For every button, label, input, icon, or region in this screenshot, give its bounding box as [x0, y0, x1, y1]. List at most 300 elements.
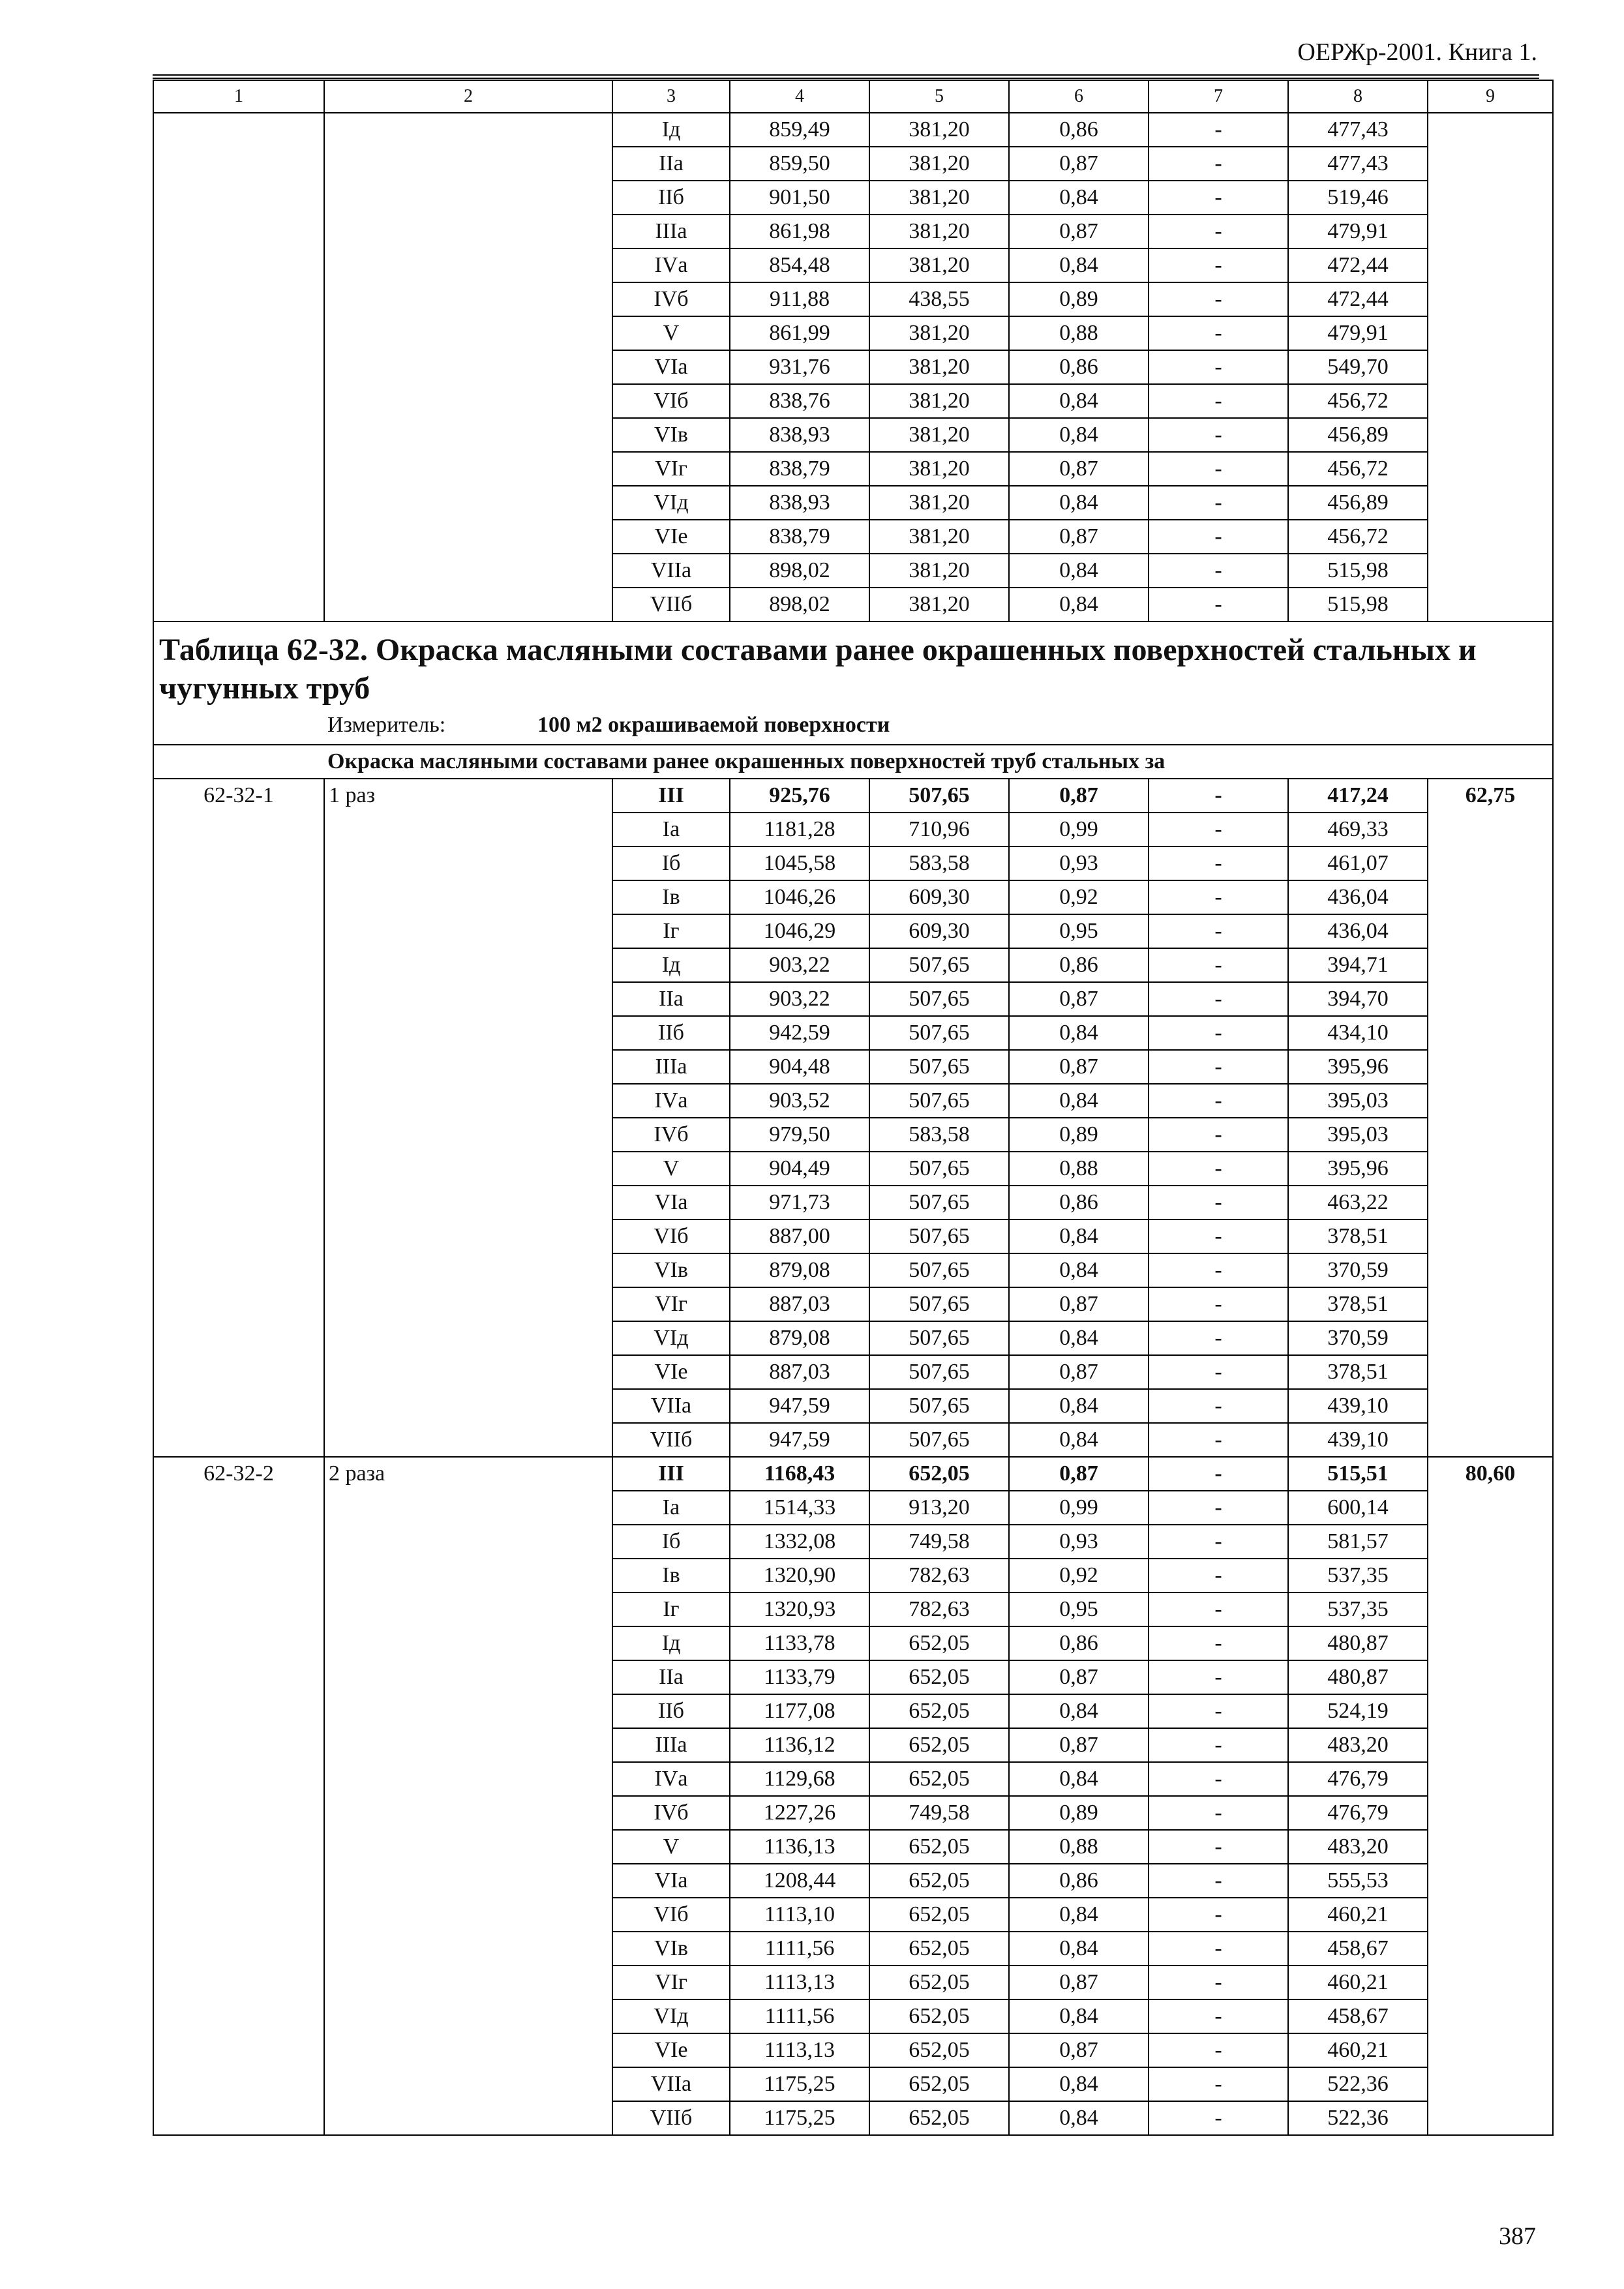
machines-cell: - [1149, 1762, 1288, 1796]
machines-cell: - [1149, 1694, 1288, 1728]
direct-costs-cell: 1111,56 [730, 1932, 869, 1966]
materials-cell: 479,91 [1288, 316, 1428, 350]
materials-cell: 600,14 [1288, 1491, 1428, 1525]
materials-cell: 469,33 [1288, 813, 1428, 846]
coefficient-cell: 0,92 [1009, 880, 1149, 914]
wages-cell: 507,65 [869, 948, 1009, 982]
machines-cell: - [1149, 982, 1288, 1016]
materials-cell: 515,98 [1288, 588, 1428, 621]
direct-costs-cell: 1133,79 [730, 1660, 869, 1694]
materials-cell: 370,59 [1288, 1321, 1428, 1355]
machines-cell: - [1149, 1830, 1288, 1864]
direct-costs-cell: 887,00 [730, 1219, 869, 1253]
page-number: 387 [1499, 2222, 1536, 2250]
price-table-body [153, 80, 1553, 2135]
qualifier-cell: IVб [612, 1118, 730, 1152]
description-cell [324, 113, 612, 621]
coefficient-cell: 0,88 [1009, 1152, 1149, 1186]
direct-costs-cell: 838,76 [730, 384, 869, 418]
qualifier-cell: VIб [612, 384, 730, 418]
meter-line [159, 714, 1547, 740]
machines-cell: - [1149, 1423, 1288, 1457]
direct-costs-cell: 942,59 [730, 1016, 869, 1050]
coefficient-cell: 0,86 [1009, 113, 1149, 147]
document-header-title: ОЕРЖр-2001. Книга 1. [1297, 38, 1537, 66]
coefficient-cell: 0,84 [1009, 554, 1149, 588]
machines-cell: - [1149, 588, 1288, 621]
direct-costs-cell: 1113,10 [730, 1898, 869, 1932]
wages-cell: 652,05 [869, 1660, 1009, 1694]
direct-costs-cell: 904,49 [730, 1152, 869, 1186]
coefficient-cell: 0,95 [1009, 1593, 1149, 1626]
machines-cell: - [1149, 1219, 1288, 1253]
materials-cell: 476,79 [1288, 1796, 1428, 1830]
machines-cell: - [1149, 1253, 1288, 1287]
machines-cell: - [1149, 1626, 1288, 1660]
materials-cell: 537,35 [1288, 1593, 1428, 1626]
wages-cell: 507,65 [869, 1389, 1009, 1423]
qualifier-cell: III [612, 1457, 730, 1491]
machines-cell: - [1149, 384, 1288, 418]
direct-costs-cell: 971,73 [730, 1186, 869, 1219]
direct-costs-cell: 838,93 [730, 486, 869, 520]
code-cell [153, 113, 324, 621]
materials-cell: 395,03 [1288, 1118, 1428, 1152]
coefficient-cell: 0,84 [1009, 1932, 1149, 1966]
machines-cell: - [1149, 316, 1288, 350]
direct-costs-cell: 901,50 [730, 181, 869, 215]
qualifier-cell: Iг [612, 914, 730, 948]
direct-costs-cell: 838,79 [730, 520, 869, 554]
wages-cell: 507,65 [869, 779, 1009, 813]
column-number: 7 [1149, 80, 1288, 113]
materials-cell: 434,10 [1288, 1016, 1428, 1050]
table-title-row [153, 621, 1553, 745]
header-rule [153, 78, 1539, 79]
coefficient-cell: 0,92 [1009, 1559, 1149, 1593]
direct-costs-cell: 861,99 [730, 316, 869, 350]
wages-cell: 381,20 [869, 486, 1009, 520]
direct-costs-cell: 1175,25 [730, 2067, 869, 2101]
coefficient-cell: 0,87 [1009, 1728, 1149, 1762]
materials-cell: 549,70 [1288, 350, 1428, 384]
direct-costs-cell: 1332,08 [730, 1525, 869, 1559]
qualifier-cell: Iа [612, 813, 730, 846]
machines-cell: - [1149, 2101, 1288, 2135]
qualifier-cell: Iд [612, 1626, 730, 1660]
qualifier-cell: VIе [612, 1355, 730, 1389]
machines-cell: - [1149, 1016, 1288, 1050]
wages-cell: 652,05 [869, 1694, 1009, 1728]
total-cell: 62,75 [1428, 779, 1553, 1457]
wages-cell: 507,65 [869, 1186, 1009, 1219]
machines-cell: - [1149, 350, 1288, 384]
direct-costs-cell: 887,03 [730, 1355, 869, 1389]
machines-cell: - [1149, 248, 1288, 282]
qualifier-cell: IIб [612, 1694, 730, 1728]
materials-cell: 456,72 [1288, 452, 1428, 486]
wages-cell: 381,20 [869, 350, 1009, 384]
coefficient-cell: 0,84 [1009, 1694, 1149, 1728]
materials-cell: 395,96 [1288, 1152, 1428, 1186]
qualifier-cell: VIд [612, 1321, 730, 1355]
qualifier-cell: IIIа [612, 215, 730, 248]
wages-cell: 652,05 [869, 1966, 1009, 1999]
wages-cell: 381,20 [869, 113, 1009, 147]
direct-costs-cell: 854,48 [730, 248, 869, 282]
machines-cell: - [1149, 779, 1288, 813]
coefficient-cell: 0,87 [1009, 1287, 1149, 1321]
coefficient-cell: 0,84 [1009, 1219, 1149, 1253]
table-title-cell [153, 621, 1553, 745]
qualifier-cell: IVб [612, 1796, 730, 1830]
header-rule [153, 74, 1539, 76]
wages-cell: 782,63 [869, 1559, 1009, 1593]
coefficient-cell: 0,86 [1009, 1626, 1149, 1660]
direct-costs-cell: 898,02 [730, 588, 869, 621]
direct-costs-cell: 838,93 [730, 418, 869, 452]
coefficient-cell: 0,87 [1009, 452, 1149, 486]
materials-cell: 515,51 [1288, 1457, 1428, 1491]
machines-cell: - [1149, 1999, 1288, 2033]
coefficient-cell: 0,84 [1009, 2101, 1149, 2135]
wages-cell: 652,05 [869, 1864, 1009, 1898]
wages-cell: 652,05 [869, 1830, 1009, 1864]
wages-cell: 652,05 [869, 1999, 1009, 2033]
coefficient-cell: 0,84 [1009, 486, 1149, 520]
coefficient-cell: 0,84 [1009, 1999, 1149, 2033]
machines-cell: - [1149, 2067, 1288, 2101]
wages-cell: 652,05 [869, 1762, 1009, 1796]
direct-costs-cell: 1136,12 [730, 1728, 869, 1762]
materials-cell: 524,19 [1288, 1694, 1428, 1728]
machines-cell: - [1149, 880, 1288, 914]
wages-cell: 381,20 [869, 147, 1009, 181]
table-row [153, 113, 1553, 147]
direct-costs-cell: 1111,56 [730, 1999, 869, 2033]
coefficient-cell: 0,86 [1009, 948, 1149, 982]
materials-cell: 436,04 [1288, 880, 1428, 914]
coefficient-cell: 0,84 [1009, 418, 1149, 452]
direct-costs-cell: 947,59 [730, 1423, 869, 1457]
meter-label: Измеритель: [327, 713, 446, 738]
materials-cell: 436,04 [1288, 914, 1428, 948]
materials-cell: 456,89 [1288, 418, 1428, 452]
qualifier-cell: V [612, 1152, 730, 1186]
qualifier-cell: VIе [612, 2033, 730, 2067]
wages-cell: 381,20 [869, 520, 1009, 554]
machines-cell: - [1149, 1898, 1288, 1932]
qualifier-cell: Iа [612, 1491, 730, 1525]
wages-cell: 381,20 [869, 554, 1009, 588]
materials-cell: 515,98 [1288, 554, 1428, 588]
coefficient-cell: 0,95 [1009, 914, 1149, 948]
materials-cell: 480,87 [1288, 1626, 1428, 1660]
total-cell: 80,60 [1428, 1457, 1553, 2135]
coefficient-cell: 0,87 [1009, 2033, 1149, 2067]
materials-cell: 395,96 [1288, 1050, 1428, 1084]
wages-cell: 381,20 [869, 215, 1009, 248]
coefficient-cell: 0,87 [1009, 1966, 1149, 1999]
direct-costs-cell: 979,50 [730, 1118, 869, 1152]
wages-cell: 507,65 [869, 1423, 1009, 1457]
direct-costs-cell: 879,08 [730, 1321, 869, 1355]
coefficient-cell: 0,99 [1009, 1491, 1149, 1525]
materials-cell: 476,79 [1288, 1762, 1428, 1796]
machines-cell: - [1149, 1728, 1288, 1762]
machines-cell: - [1149, 1966, 1288, 1999]
materials-cell: 395,03 [1288, 1084, 1428, 1118]
materials-cell: 458,67 [1288, 1999, 1428, 2033]
qualifier-cell: VIв [612, 1253, 730, 1287]
materials-cell: 378,51 [1288, 1287, 1428, 1321]
wages-cell: 710,96 [869, 813, 1009, 846]
materials-cell: 522,36 [1288, 2101, 1428, 2135]
coefficient-cell: 0,84 [1009, 248, 1149, 282]
coefficient-cell: 0,93 [1009, 846, 1149, 880]
materials-cell: 537,35 [1288, 1559, 1428, 1593]
machines-cell: - [1149, 1864, 1288, 1898]
materials-cell: 472,44 [1288, 282, 1428, 316]
machines-cell: - [1149, 282, 1288, 316]
materials-cell: 477,43 [1288, 113, 1428, 147]
direct-costs-cell: 1046,26 [730, 880, 869, 914]
qualifier-cell: VIIб [612, 1423, 730, 1457]
materials-cell: 581,57 [1288, 1525, 1428, 1559]
direct-costs-cell: 903,22 [730, 948, 869, 982]
column-number: 8 [1288, 80, 1428, 113]
direct-costs-cell: 859,50 [730, 147, 869, 181]
wages-cell: 381,20 [869, 316, 1009, 350]
coefficient-cell: 0,84 [1009, 1253, 1149, 1287]
machines-cell: - [1149, 1050, 1288, 1084]
direct-costs-cell: 903,52 [730, 1084, 869, 1118]
machines-cell: - [1149, 215, 1288, 248]
qualifier-cell: VIа [612, 1186, 730, 1219]
qualifier-cell: IIа [612, 1660, 730, 1694]
machines-cell: - [1149, 486, 1288, 520]
meter-value: 100 м2 окрашиваемой поверхности [537, 713, 890, 738]
wages-cell: 652,05 [869, 1457, 1009, 1491]
coefficient-cell: 0,93 [1009, 1525, 1149, 1559]
direct-costs-cell: 904,48 [730, 1050, 869, 1084]
wages-cell: 749,58 [869, 1796, 1009, 1830]
qualifier-cell: VIд [612, 1999, 730, 2033]
machines-cell: - [1149, 554, 1288, 588]
coefficient-cell: 0,87 [1009, 520, 1149, 554]
coefficient-cell: 0,89 [1009, 1118, 1149, 1152]
qualifier-cell: Iв [612, 1559, 730, 1593]
materials-cell: 483,20 [1288, 1728, 1428, 1762]
qualifier-cell: IIа [612, 147, 730, 181]
materials-cell: 456,72 [1288, 520, 1428, 554]
machines-cell: - [1149, 452, 1288, 486]
materials-cell: 519,46 [1288, 181, 1428, 215]
qualifier-cell: IIб [612, 1016, 730, 1050]
direct-costs-cell: 838,79 [730, 452, 869, 486]
qualifier-cell: Iд [612, 948, 730, 982]
machines-cell: - [1149, 1660, 1288, 1694]
column-number: 4 [730, 80, 869, 113]
machines-cell: - [1149, 1593, 1288, 1626]
code-cell: 62-32-2 [153, 1457, 324, 2135]
description-cell: 2 раза [324, 1457, 612, 2135]
wages-cell: 507,65 [869, 982, 1009, 1016]
qualifier-cell: VIд [612, 486, 730, 520]
machines-cell: - [1149, 181, 1288, 215]
materials-cell: 439,10 [1288, 1423, 1428, 1457]
direct-costs-cell: 911,88 [730, 282, 869, 316]
direct-costs-cell: 887,03 [730, 1287, 869, 1321]
direct-costs-cell: 1320,90 [730, 1559, 869, 1593]
materials-cell: 439,10 [1288, 1389, 1428, 1423]
coefficient-cell: 0,87 [1009, 982, 1149, 1016]
wages-cell: 652,05 [869, 2101, 1009, 2135]
direct-costs-cell: 898,02 [730, 554, 869, 588]
machines-cell: - [1149, 1321, 1288, 1355]
code-cell: 62-32-1 [153, 779, 324, 1457]
direct-costs-cell: 1046,29 [730, 914, 869, 948]
coefficient-cell: 0,86 [1009, 1186, 1149, 1219]
machines-cell: - [1149, 1287, 1288, 1321]
direct-costs-cell: 1181,28 [730, 813, 869, 846]
materials-cell: 480,87 [1288, 1660, 1428, 1694]
coefficient-cell: 0,99 [1009, 813, 1149, 846]
machines-cell: - [1149, 147, 1288, 181]
materials-cell: 378,51 [1288, 1219, 1428, 1253]
machines-cell: - [1149, 1118, 1288, 1152]
direct-costs-cell: 925,76 [730, 779, 869, 813]
qualifier-cell: VIб [612, 1898, 730, 1932]
coefficient-cell: 0,88 [1009, 316, 1149, 350]
coefficient-cell: 0,84 [1009, 588, 1149, 621]
direct-costs-cell: 1113,13 [730, 1966, 869, 1999]
materials-cell: 461,07 [1288, 846, 1428, 880]
coefficient-cell: 0,87 [1009, 1050, 1149, 1084]
column-number: 3 [612, 80, 730, 113]
qualifier-cell: VIв [612, 1932, 730, 1966]
materials-cell: 472,44 [1288, 248, 1428, 282]
direct-costs-cell: 1129,68 [730, 1762, 869, 1796]
direct-costs-cell: 1175,25 [730, 2101, 869, 2135]
wages-cell: 609,30 [869, 914, 1009, 948]
description-cell: 1 раз [324, 779, 612, 1457]
coefficient-cell: 0,89 [1009, 282, 1149, 316]
direct-costs-cell: 947,59 [730, 1389, 869, 1423]
direct-costs-cell: 1045,58 [730, 846, 869, 880]
wages-cell: 782,63 [869, 1593, 1009, 1626]
wages-cell: 652,05 [869, 1898, 1009, 1932]
qualifier-cell: III [612, 779, 730, 813]
qualifier-cell: IIIа [612, 1050, 730, 1084]
materials-cell: 522,36 [1288, 2067, 1428, 2101]
direct-costs-cell: 879,08 [730, 1253, 869, 1287]
direct-costs-cell: 1136,13 [730, 1830, 869, 1864]
coefficient-cell: 0,84 [1009, 1762, 1149, 1796]
qualifier-cell: VIа [612, 1864, 730, 1898]
coefficient-cell: 0,89 [1009, 1796, 1149, 1830]
materials-cell: 456,72 [1288, 384, 1428, 418]
machines-cell: - [1149, 2033, 1288, 2067]
table-row [153, 779, 1553, 813]
wages-cell: 507,65 [869, 1355, 1009, 1389]
coefficient-cell: 0,84 [1009, 384, 1149, 418]
machines-cell: - [1149, 1457, 1288, 1491]
wages-cell: 507,65 [869, 1084, 1009, 1118]
qualifier-cell: V [612, 1830, 730, 1864]
wages-cell: 652,05 [869, 2033, 1009, 2067]
wages-cell: 652,05 [869, 1728, 1009, 1762]
wages-cell: 381,20 [869, 384, 1009, 418]
qualifier-cell: IIб [612, 181, 730, 215]
wages-cell: 507,65 [869, 1287, 1009, 1321]
price-table [153, 80, 1554, 2136]
coefficient-cell: 0,84 [1009, 1389, 1149, 1423]
qualifier-cell: VIг [612, 1287, 730, 1321]
machines-cell: - [1149, 813, 1288, 846]
direct-costs-cell: 1168,43 [730, 1457, 869, 1491]
wages-cell: 438,55 [869, 282, 1009, 316]
materials-cell: 394,71 [1288, 948, 1428, 982]
qualifier-cell: V [612, 316, 730, 350]
direct-costs-cell: 931,76 [730, 350, 869, 384]
wages-cell: 507,65 [869, 1152, 1009, 1186]
direct-costs-cell: 1133,78 [730, 1626, 869, 1660]
materials-cell: 394,70 [1288, 982, 1428, 1016]
machines-cell: - [1149, 1932, 1288, 1966]
wages-cell: 381,20 [869, 181, 1009, 215]
direct-costs-cell: 1208,44 [730, 1864, 869, 1898]
direct-costs-cell: 1227,26 [730, 1796, 869, 1830]
column-number-row [153, 80, 1553, 113]
machines-cell: - [1149, 1186, 1288, 1219]
coefficient-cell: 0,87 [1009, 147, 1149, 181]
coefficient-cell: 0,86 [1009, 350, 1149, 384]
materials-cell: 460,21 [1288, 1966, 1428, 1999]
qualifier-cell: Iв [612, 880, 730, 914]
wages-cell: 652,05 [869, 2067, 1009, 2101]
coefficient-cell: 0,86 [1009, 1864, 1149, 1898]
direct-costs-cell: 1514,33 [730, 1491, 869, 1525]
coefficient-cell: 0,87 [1009, 779, 1149, 813]
wages-cell: 381,20 [869, 588, 1009, 621]
coefficient-cell: 0,84 [1009, 2067, 1149, 2101]
wages-cell: 749,58 [869, 1525, 1009, 1559]
wages-cell: 583,58 [869, 1118, 1009, 1152]
table-subtitle: Окраска масляными составами ранее окрашенных поверхностей труб стальных за [153, 745, 1553, 779]
direct-costs-cell: 1177,08 [730, 1694, 869, 1728]
coefficient-cell: 0,84 [1009, 1084, 1149, 1118]
materials-cell: 477,43 [1288, 147, 1428, 181]
machines-cell: - [1149, 1084, 1288, 1118]
qualifier-cell: VIIб [612, 2101, 730, 2135]
coefficient-cell: 0,84 [1009, 1321, 1149, 1355]
coefficient-cell: 0,87 [1009, 215, 1149, 248]
qualifier-cell: VIе [612, 520, 730, 554]
table-subtitle-row [153, 745, 1553, 779]
coefficient-cell: 0,84 [1009, 181, 1149, 215]
qualifier-cell: VIг [612, 452, 730, 486]
table-title: Таблица 62-32. Окраска масляными составами ранее окрашенных поверхностей стальных и чугунных труб [159, 633, 1477, 706]
wages-cell: 381,20 [869, 248, 1009, 282]
materials-cell: 460,21 [1288, 2033, 1428, 2067]
qualifier-cell: IVб [612, 282, 730, 316]
materials-cell: 458,67 [1288, 1932, 1428, 1966]
machines-cell: - [1149, 418, 1288, 452]
column-number: 2 [324, 80, 612, 113]
machines-cell: - [1149, 1152, 1288, 1186]
direct-costs-cell: 903,22 [730, 982, 869, 1016]
